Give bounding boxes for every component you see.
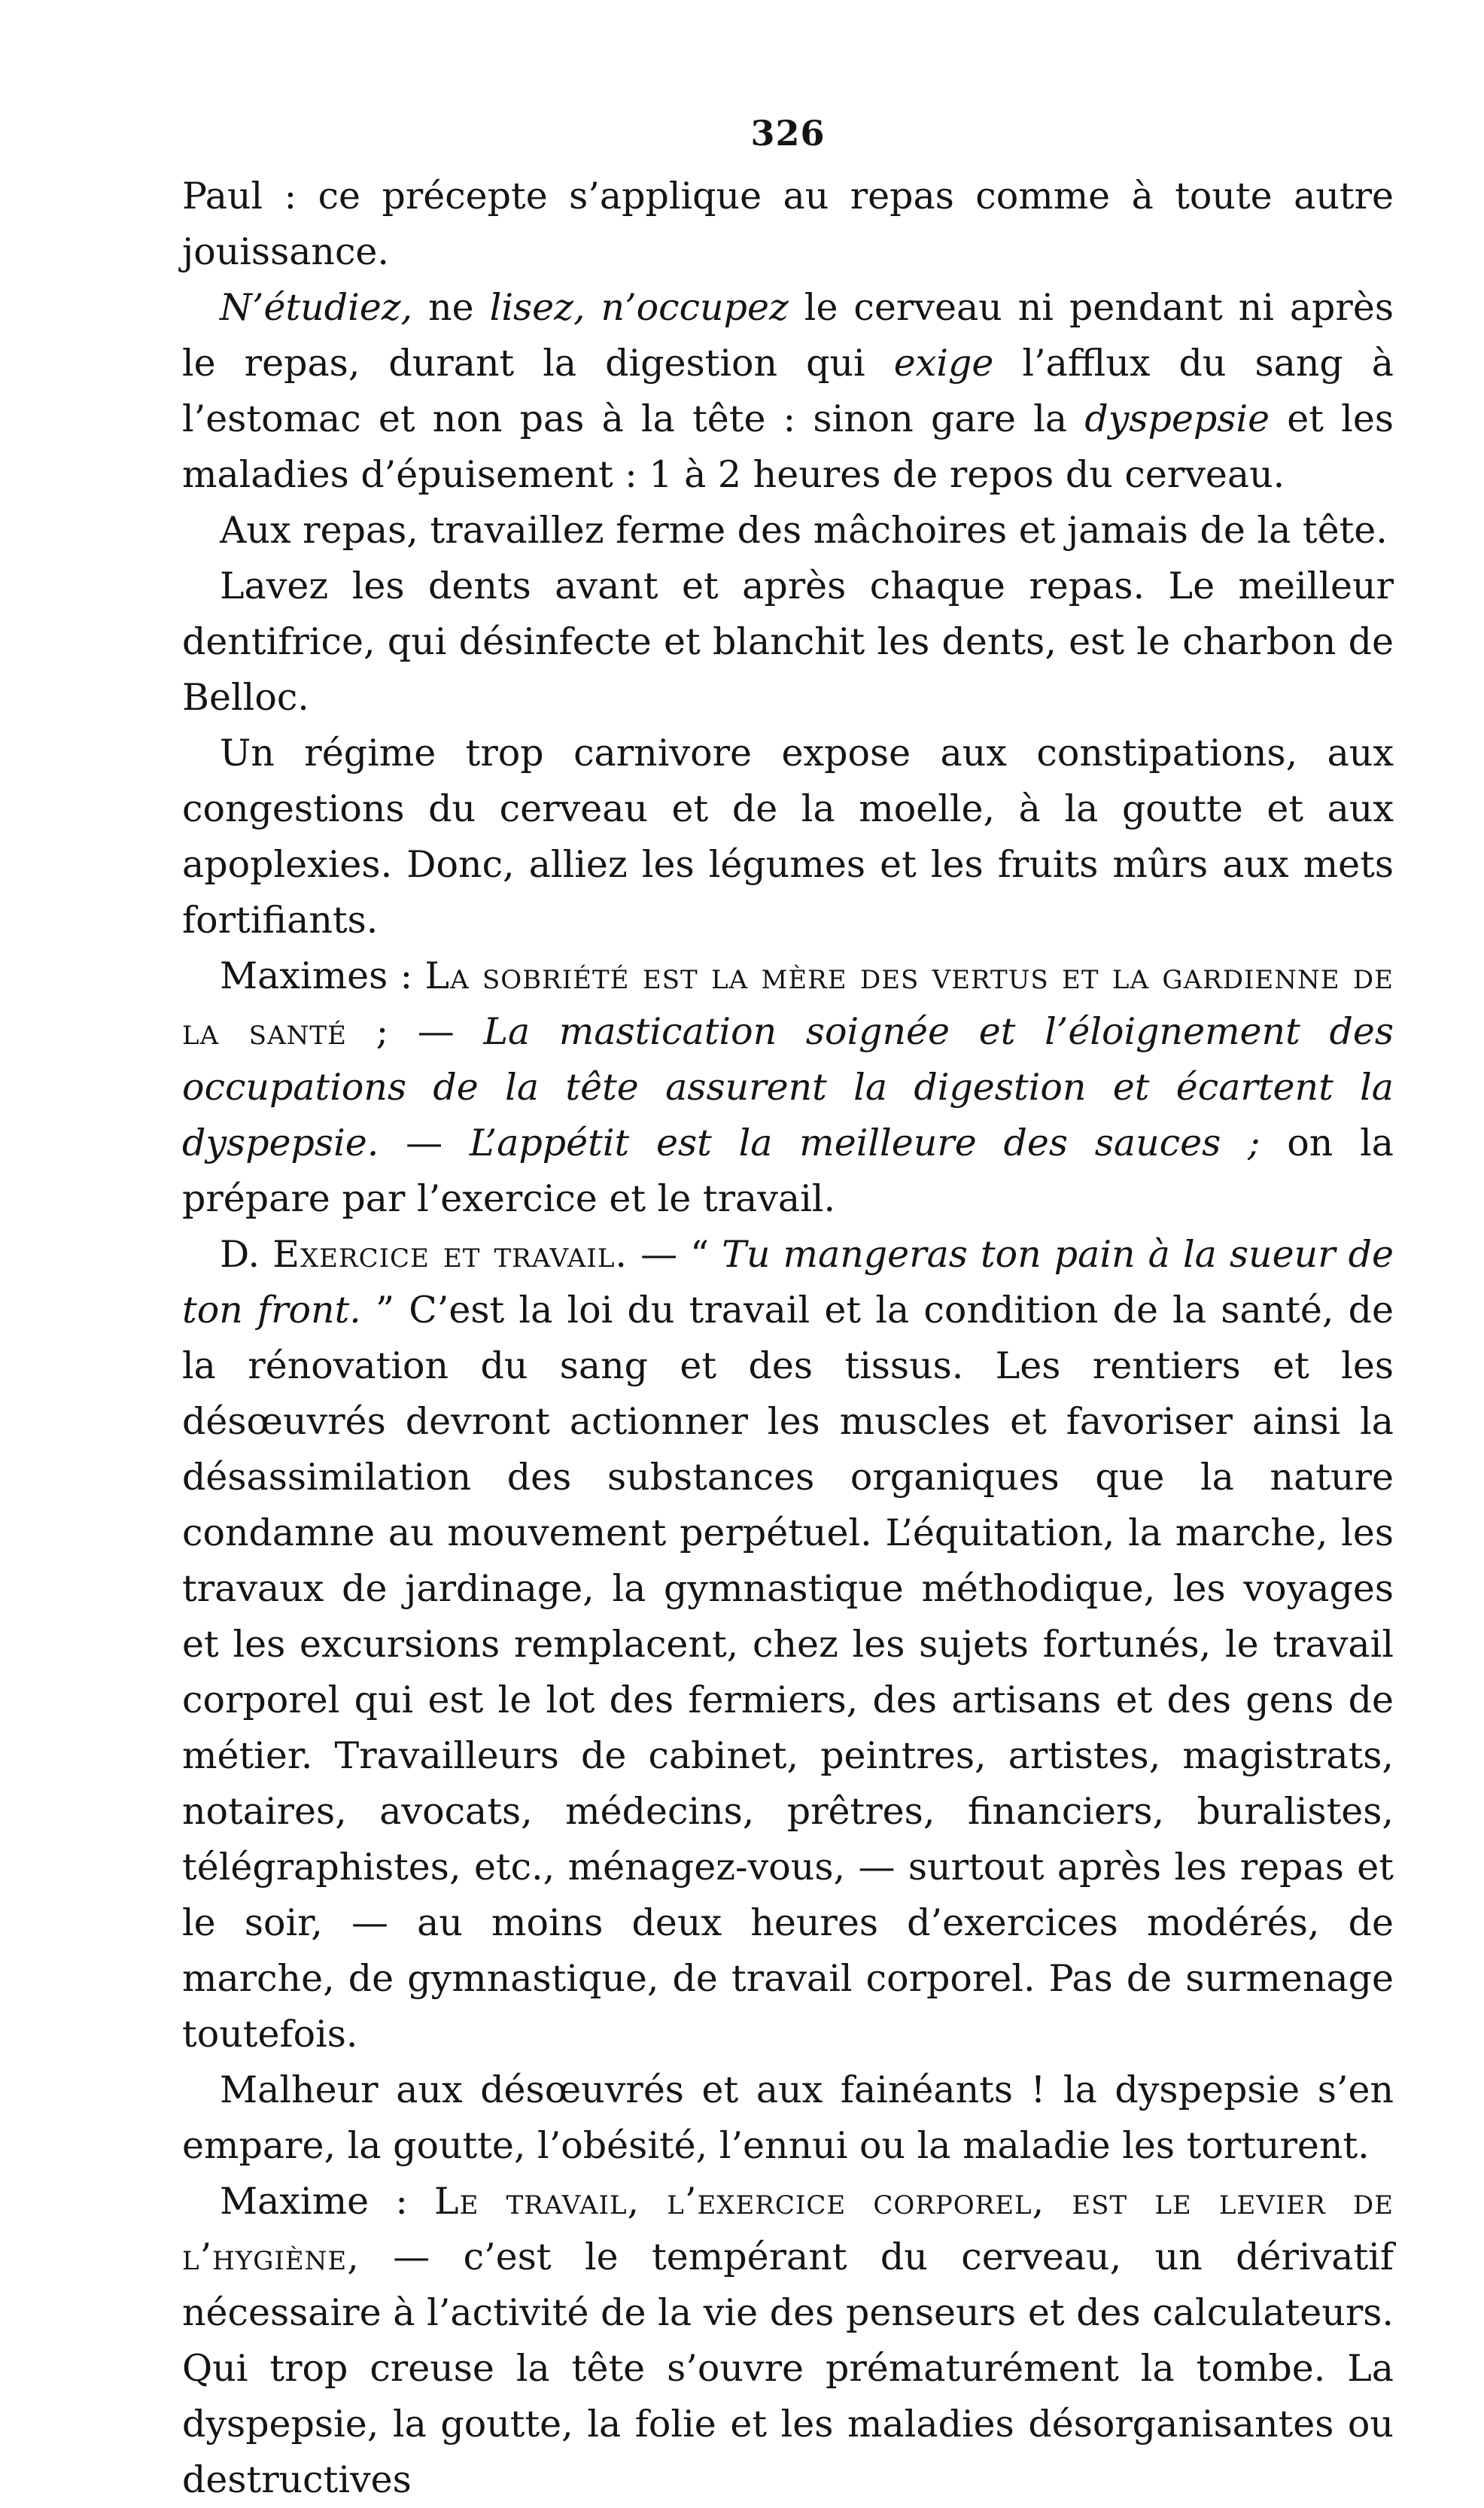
text-run: — bbox=[379, 1122, 470, 1164]
text-run: Paul : ce précepte s’applique au repas comme à toute autre jouissance. bbox=[182, 175, 1394, 273]
italic-text: Tu mangeras ton pain à la sueur de ton front. bbox=[182, 1233, 1394, 1332]
italic-text: lisez, bbox=[489, 286, 585, 329]
italic-text: La mastication soignée et l’éloignement des occupations de la tête assurent la digestion et écartent la dyspepsie. bbox=[182, 1010, 1394, 1164]
italic-text: n’occupez bbox=[601, 286, 789, 329]
small-caps-text: Le travail, l’exercice corporel, est le levier de l’hygiène, bbox=[182, 2180, 1394, 2278]
small-caps-text: La sobriété est la mère des vertus et la gardienne de la santé bbox=[182, 954, 1394, 1053]
text-run: ne bbox=[412, 286, 490, 329]
paragraph bbox=[182, 169, 1394, 280]
text-run: D. bbox=[220, 1233, 273, 1276]
text-run: — c’est le tempérant du cerveau, un dérivatif nécessaire à l’activité de la vie des penseurs et des calculateurs. Qui trop creuse la tête s’ouvre prématurément la tombe. La dyspepsie, la goutte, la folie et les maladies désorganisantes ou destructives bbox=[182, 2236, 1394, 2501]
text-run: Maximes : bbox=[220, 954, 425, 997]
text-run: ” C’est la loi du travail et la condition de la santé, de la rénovation du sang et des tissus. Les rentiers et les désœuvrés devront actionner les muscles et favoriser ainsi la désassimilation des substances organiques que la nature condamne au mouvement perpétuel. L’équitation, la marche, les travaux de jardinage, la gymnastique méthodique, les voyages et les excursions remplacent, chez les sujets fortunés, le travail corporel qui est le lot des fermiers, des artisans et des gens de métier. Travailleurs de cabinet, peintres, artistes, magistrats, notaires, avocats, médecins, prêtres, financiers, buralistes, télégraphistes, etc., ménagez-vous, — surtout après les repas et le soir, — au moins deux heures d’exercices modérés, de marche, de gymnastique, de travail corporel. Pas de surmenage toutefois. bbox=[182, 1289, 1394, 2056]
text-run: et les maladies d’épuisement : 1 à 2 heures de repos du cerveau. bbox=[182, 397, 1394, 496]
text-run: Maxime : bbox=[220, 2180, 435, 2223]
text-run: on la prépare par l’exercice et le travail. bbox=[182, 1122, 1394, 1220]
page-number: 326 bbox=[750, 113, 826, 154]
text-body bbox=[182, 169, 1394, 2508]
text-run: Lavez les dents avant et après chaque repas. Le meilleur dentifrice, qui désinfecte et blanchit les dents, est le charbon de Belloc. bbox=[182, 565, 1394, 719]
paragraph bbox=[182, 280, 1394, 503]
paragraph bbox=[182, 503, 1394, 559]
paragraph bbox=[182, 726, 1394, 948]
paragraph bbox=[182, 948, 1394, 1227]
italic-text: dyspepsie bbox=[1084, 397, 1270, 440]
paragraph bbox=[182, 2062, 1394, 2174]
text-run: Aux repas, travaillez ferme des mâchoires et jamais de la tête. bbox=[220, 509, 1388, 552]
text-run bbox=[585, 286, 601, 329]
book-page bbox=[182, 113, 1394, 2508]
italic-text: L’appétit est la meilleure des sauces ; bbox=[469, 1122, 1260, 1164]
paragraph bbox=[182, 559, 1394, 726]
text-run: Un régime trop carnivore expose aux constipations, aux congestions du cerveau et de la moelle, à la goutte et aux apoplexies. Donc, alliez les légumes et les fruits mûrs aux mets fortifiants. bbox=[182, 732, 1394, 942]
italic-text: N’étudiez, bbox=[220, 286, 413, 329]
paragraph bbox=[182, 2174, 1394, 2508]
paragraph bbox=[182, 1227, 1394, 2062]
italic-text: exige bbox=[893, 342, 994, 385]
text-run: le cerveau ni pendant ni après le repas, durant la digestion qui bbox=[182, 286, 1394, 385]
text-run: ; — bbox=[346, 1010, 484, 1053]
small-caps-text: Exercice et travail. bbox=[272, 1233, 628, 1276]
text-run: — “ bbox=[628, 1233, 722, 1276]
text-run: Malheur aux désœuvrés et aux fainéants ! la dyspepsie s’en empare, la goutte, l’obésité, l’ennui ou la maladie les torturent. bbox=[182, 2068, 1394, 2167]
text-run: l’afflux du sang à l’estomac et non pas à la tête : sinon gare la bbox=[182, 342, 1394, 440]
